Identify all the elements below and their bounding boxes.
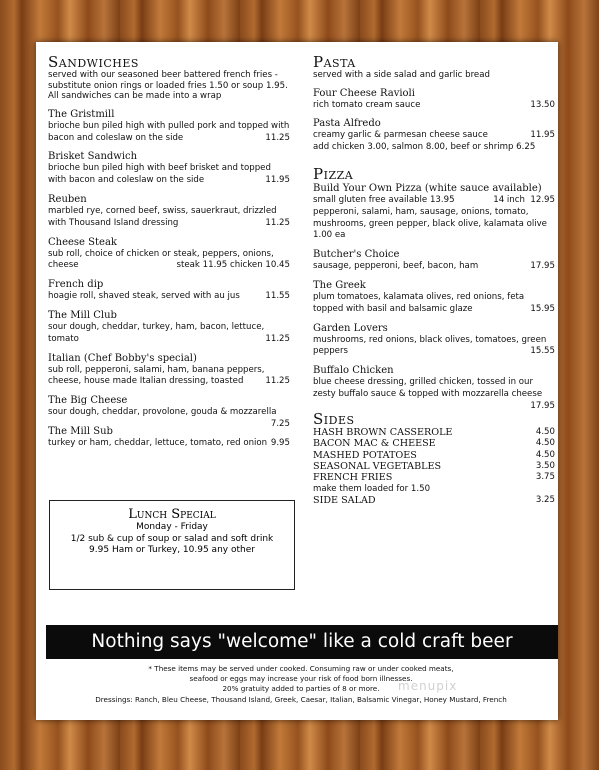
item-price: 4.50 <box>535 438 555 449</box>
lunch-special-days: Monday - Friday <box>136 522 208 532</box>
menu-page <box>36 42 558 720</box>
craft-beer-banner: Nothing says "welcome" like a cold craft beer <box>46 625 558 659</box>
side-item: MASHED POTATOES 4.50 <box>313 449 555 461</box>
menu-item <box>48 109 290 145</box>
item-name: Reuben <box>48 193 87 205</box>
item-name: Four Cheese Ravioli <box>313 87 415 99</box>
item-price: 12.95 <box>530 194 555 205</box>
item-price: 11.25 <box>265 333 290 344</box>
right-column <box>313 54 555 507</box>
item-name: French dip <box>48 279 104 291</box>
item-description: mushrooms, red onions, black olives, tomatoes, green peppers 15.55 <box>313 334 555 357</box>
item-name: The Greek <box>313 279 366 291</box>
pasta-description: served with a side salad and garlic bread <box>313 70 490 80</box>
menu-item <box>48 194 290 230</box>
note-line: * These items may be served under cooked. Consuming raw or under cooked meats, <box>148 664 454 673</box>
note-line: 20% gratuity added to parties of 8 or more. <box>222 684 380 694</box>
menu-item <box>313 280 555 316</box>
note-line: Dressings: Ranch, Bleu Cheese, Thousand Island, Greek, Caesar, Italian, Balsamic Vinegar, Honey Mustard, French <box>95 694 507 704</box>
lunch-special-title: Lunch Special <box>128 507 216 522</box>
item-name: The Mill Sub <box>48 425 113 437</box>
item-name: Butcher's Choice <box>313 249 400 261</box>
item-description: hoagie roll, shaved steak, served with au jus 11.55 <box>48 291 290 302</box>
menu-item <box>313 249 555 273</box>
menu-item <box>48 395 290 429</box>
sandwiches-title: Sandwiches <box>48 53 139 71</box>
item-description: sour dough, cheddar, provolone, gouda & mozzarella 7.25 <box>48 407 290 429</box>
item-name: Garden Lovers <box>313 322 388 334</box>
item-description: creamy garlic & parmesan cheese sauce 11.95 <box>313 130 555 141</box>
item-price: 3.75 <box>535 472 555 483</box>
menu-item <box>313 183 555 242</box>
item-price: 11.25 <box>265 132 290 143</box>
item-price: 3.50 <box>535 460 555 471</box>
sides-title: Sides <box>313 409 355 428</box>
pasta-title: Pasta <box>313 53 356 71</box>
item-name: The Big Cheese <box>48 395 128 407</box>
item-name: Build Your Own Pizza (white sauce available) <box>313 182 542 194</box>
item-size-line: small gluten free available 13.95 14 inch 12.95 <box>313 194 555 205</box>
item-name: Italian (Chef Bobby's special) <box>48 352 197 364</box>
item-price: 7.25 <box>270 418 290 429</box>
watermark: menupix <box>398 679 458 693</box>
menu-item <box>48 151 290 187</box>
item-description: sub roll, choice of chicken or steak, peppers, onions, cheese steak 11.95 chicken 10.45 <box>48 248 290 271</box>
sandwiches-description: served with our seasoned beer battered french fries - substitute onion rings or loaded fries 1.50 or soup 1.95. All sandwiches can be made into a wrap <box>48 70 288 102</box>
item-price: steak 11.95 chicken 10.45 <box>176 260 290 271</box>
lunch-special-line: 9.95 Ham or Turkey, 10.95 any other <box>89 545 255 555</box>
item-description: sausage, pepperoni, beef, bacon, ham 17.95 <box>313 261 555 272</box>
footer-notes <box>56 664 546 705</box>
side-item: BACON MAC & CHEESE 4.50 <box>313 438 555 450</box>
item-price: 17.95 <box>530 400 555 411</box>
menu-item <box>48 353 290 389</box>
side-item: HASH BROWN CASSEROLE 4.50 <box>313 426 555 438</box>
menu-item <box>313 323 555 359</box>
menu-item <box>313 118 555 154</box>
item-price: 15.95 <box>530 303 555 314</box>
item-description: pepperoni, salami, ham, sausage, onions, tomato, mushrooms, green pepper, black olive, kalamata olive 1.00 ea <box>313 206 547 241</box>
menu-item <box>48 237 290 273</box>
item-name: The Gristmill <box>48 108 115 120</box>
item-price: 11.95 <box>530 130 555 141</box>
side-item: SIDE SALAD 3.25 <box>313 495 555 507</box>
item-price: 11.25 <box>265 376 290 387</box>
menu-item <box>48 310 290 346</box>
item-price: 11.55 <box>265 291 290 302</box>
item-description: sub roll, pepperoni, salami, ham, banana peppers, cheese, house made Italian dressing, toasted 11.25 <box>48 364 290 387</box>
menu-item <box>313 88 555 112</box>
item-description: blue cheese dressing, grilled chicken, tossed in our zesty buffalo sauce & topped with mozzarella cheese 17.95 <box>313 377 555 411</box>
item-price: 17.95 <box>530 261 555 272</box>
item-description: brioche bun piled high with pulled pork and topped with bacon and coleslaw on the side 11.25 <box>48 120 290 143</box>
item-name: Cheese Steak <box>48 236 117 248</box>
item-price: 3.25 <box>535 495 555 506</box>
item-size: 14 inch <box>493 194 525 205</box>
item-price: 11.25 <box>265 217 290 228</box>
item-price: 11.95 <box>265 175 290 186</box>
item-price: 13.50 <box>530 99 555 110</box>
menu-item <box>48 279 290 303</box>
menu-item <box>313 365 555 411</box>
item-price: 4.50 <box>535 449 555 460</box>
lunch-special-line: 1/2 sub & cup of soup or salad and soft drink <box>70 533 274 544</box>
left-column <box>48 54 290 450</box>
item-name: Buffalo Chicken <box>313 365 394 377</box>
item-name: The Mill Club <box>48 309 117 321</box>
lunch-special-box <box>49 500 295 590</box>
menu-item <box>48 426 290 450</box>
item-description: rich tomato cream sauce 13.50 <box>313 99 555 110</box>
item-description: sour dough, cheddar, turkey, ham, bacon, lettuce, tomato 11.25 <box>48 321 290 344</box>
item-description: plum tomatoes, kalamata olives, red onions, feta topped with basil and balsamic glaze 15.95 <box>313 291 555 314</box>
note-line: seafood or eggs may increase your risk of food born illnesses. <box>189 674 413 684</box>
item-description: marbled rye, corned beef, swiss, sauerkraut, drizzled with Thousand Island dressing 11.25 <box>48 205 290 228</box>
item-price: 9.95 <box>270 437 290 448</box>
item-description: turkey or ham, cheddar, lettuce, tomato, red onion 9.95 <box>48 437 290 448</box>
side-item: FRENCH FRIES 3.75 <box>313 472 555 484</box>
side-item: SEASONAL VEGETABLES 3.50 <box>313 460 555 472</box>
pizza-title: Pizza <box>313 164 354 183</box>
item-price: 15.55 <box>530 346 555 357</box>
item-price: 4.50 <box>535 426 555 437</box>
fries-note: make them loaded for 1.50 <box>313 483 431 494</box>
item-description: brioche bun piled high with beef brisket and topped with bacon and coleslaw on the side 11.95 <box>48 163 290 186</box>
item-name: Brisket Sandwich <box>48 151 138 163</box>
item-extra: add chicken 3.00, salmon 8.00, beef or shrimp 6.25 <box>313 142 536 153</box>
item-name: Pasta Alfredo <box>313 118 381 130</box>
